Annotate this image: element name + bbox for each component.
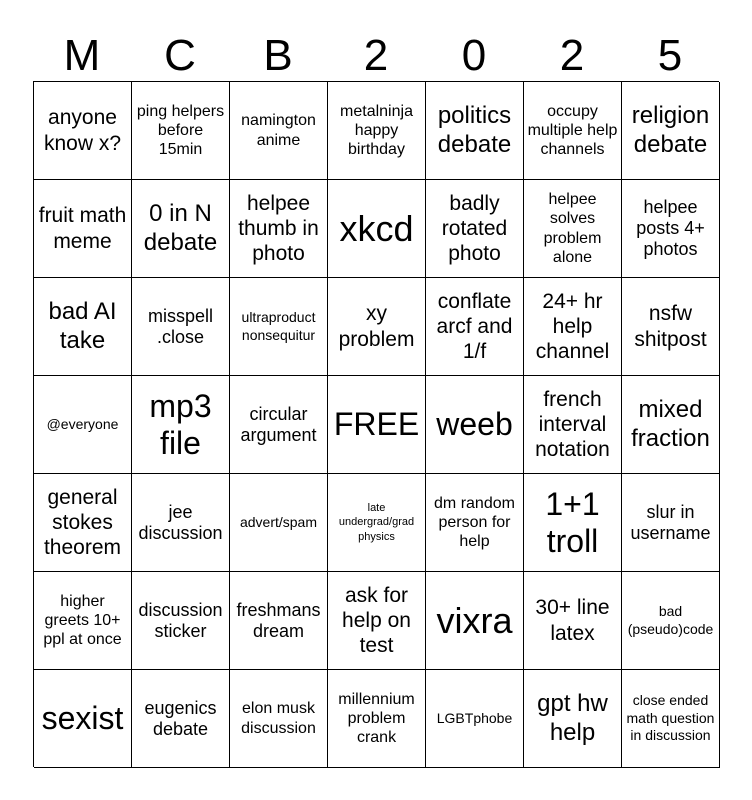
bingo-cell[interactable]: helpee solves problem alone [524,180,622,278]
header-letter: M [63,31,101,80]
bingo-cell[interactable]: advert/spam [230,474,328,572]
bingo-cell[interactable]: general stokes theorem [34,474,132,572]
bingo-cell[interactable]: close ended math question in discussion [622,670,720,768]
header-letter: 2 [559,31,585,80]
bingo-cell[interactable]: nsfw shitpost [622,278,720,376]
header-letter: 5 [657,31,683,80]
bingo-cell[interactable]: religion debate [622,82,720,180]
bingo-cell[interactable]: occupy multiple help channels [524,82,622,180]
bingo-cell[interactable]: mixed fraction [622,376,720,474]
bingo-cell[interactable]: sexist [34,670,132,768]
bingo-cell[interactable]: gpt hw help [524,670,622,768]
bingo-cell[interactable]: 0 in N debate [132,180,230,278]
header-letter: C [164,31,196,80]
bingo-cell[interactable]: vixra [426,572,524,670]
bingo-cell[interactable]: millennium problem crank [328,670,426,768]
bingo-cell[interactable]: LGBTphobe [426,670,524,768]
bingo-cell[interactable]: freshmans dream [230,572,328,670]
bingo-cell[interactable]: french interval notation [524,376,622,474]
bingo-cell[interactable]: namington anime [230,82,328,180]
bingo-cell[interactable]: ask for help on test [328,572,426,670]
bingo-header [33,30,719,82]
bingo-cell[interactable]: bad (pseudo)code [622,572,720,670]
bingo-board [33,81,719,767]
bingo-cell[interactable]: higher greets 10+ ppl at once [34,572,132,670]
bingo-cell[interactable]: xkcd [328,180,426,278]
bingo-cell[interactable]: ping helpers before 15min [132,82,230,180]
bingo-cell[interactable]: dm random person for help [426,474,524,572]
bingo-cell[interactable]: slur in username [622,474,720,572]
bingo-cell[interactable]: helpee thumb in photo [230,180,328,278]
bingo-cell[interactable]: eugenics debate [132,670,230,768]
bingo-cell[interactable]: 1+1 troll [524,474,622,572]
bingo-cell[interactable]: circular argument [230,376,328,474]
bingo-cell[interactable]: @everyone [34,376,132,474]
bingo-cell[interactable]: metalninja happy birthday [328,82,426,180]
bingo-cell[interactable]: misspell .close [132,278,230,376]
header-letter: 0 [461,31,487,80]
bingo-cell[interactable]: discussion sticker [132,572,230,670]
bingo-cell[interactable]: weeb [426,376,524,474]
bingo-cell[interactable]: politics debate [426,82,524,180]
bingo-cell[interactable]: 30+ line latex [524,572,622,670]
bingo-cell[interactable]: late undergrad/grad physics [328,474,426,572]
bingo-cell[interactable]: mp3 file [132,376,230,474]
header-letter: B [263,31,293,80]
bingo-cell[interactable]: FREE [328,376,426,474]
bingo-cell[interactable]: anyone know x? [34,82,132,180]
bingo-cell[interactable]: conflate arcf and 1/f [426,278,524,376]
bingo-cell[interactable]: xy problem [328,278,426,376]
bingo-cell[interactable]: jee discussion [132,474,230,572]
header-letter: 2 [363,31,389,80]
bingo-cell[interactable]: fruit math meme [34,180,132,278]
bingo-cell[interactable]: badly rotated photo [426,180,524,278]
bingo-cell[interactable]: bad AI take [34,278,132,376]
bingo-cell[interactable]: 24+ hr help channel [524,278,622,376]
bingo-cell[interactable]: elon musk discussion [230,670,328,768]
bingo-cell[interactable]: ultraproduct nonsequitur [230,278,328,376]
bingo-cell[interactable]: helpee posts 4+ photos [622,180,720,278]
